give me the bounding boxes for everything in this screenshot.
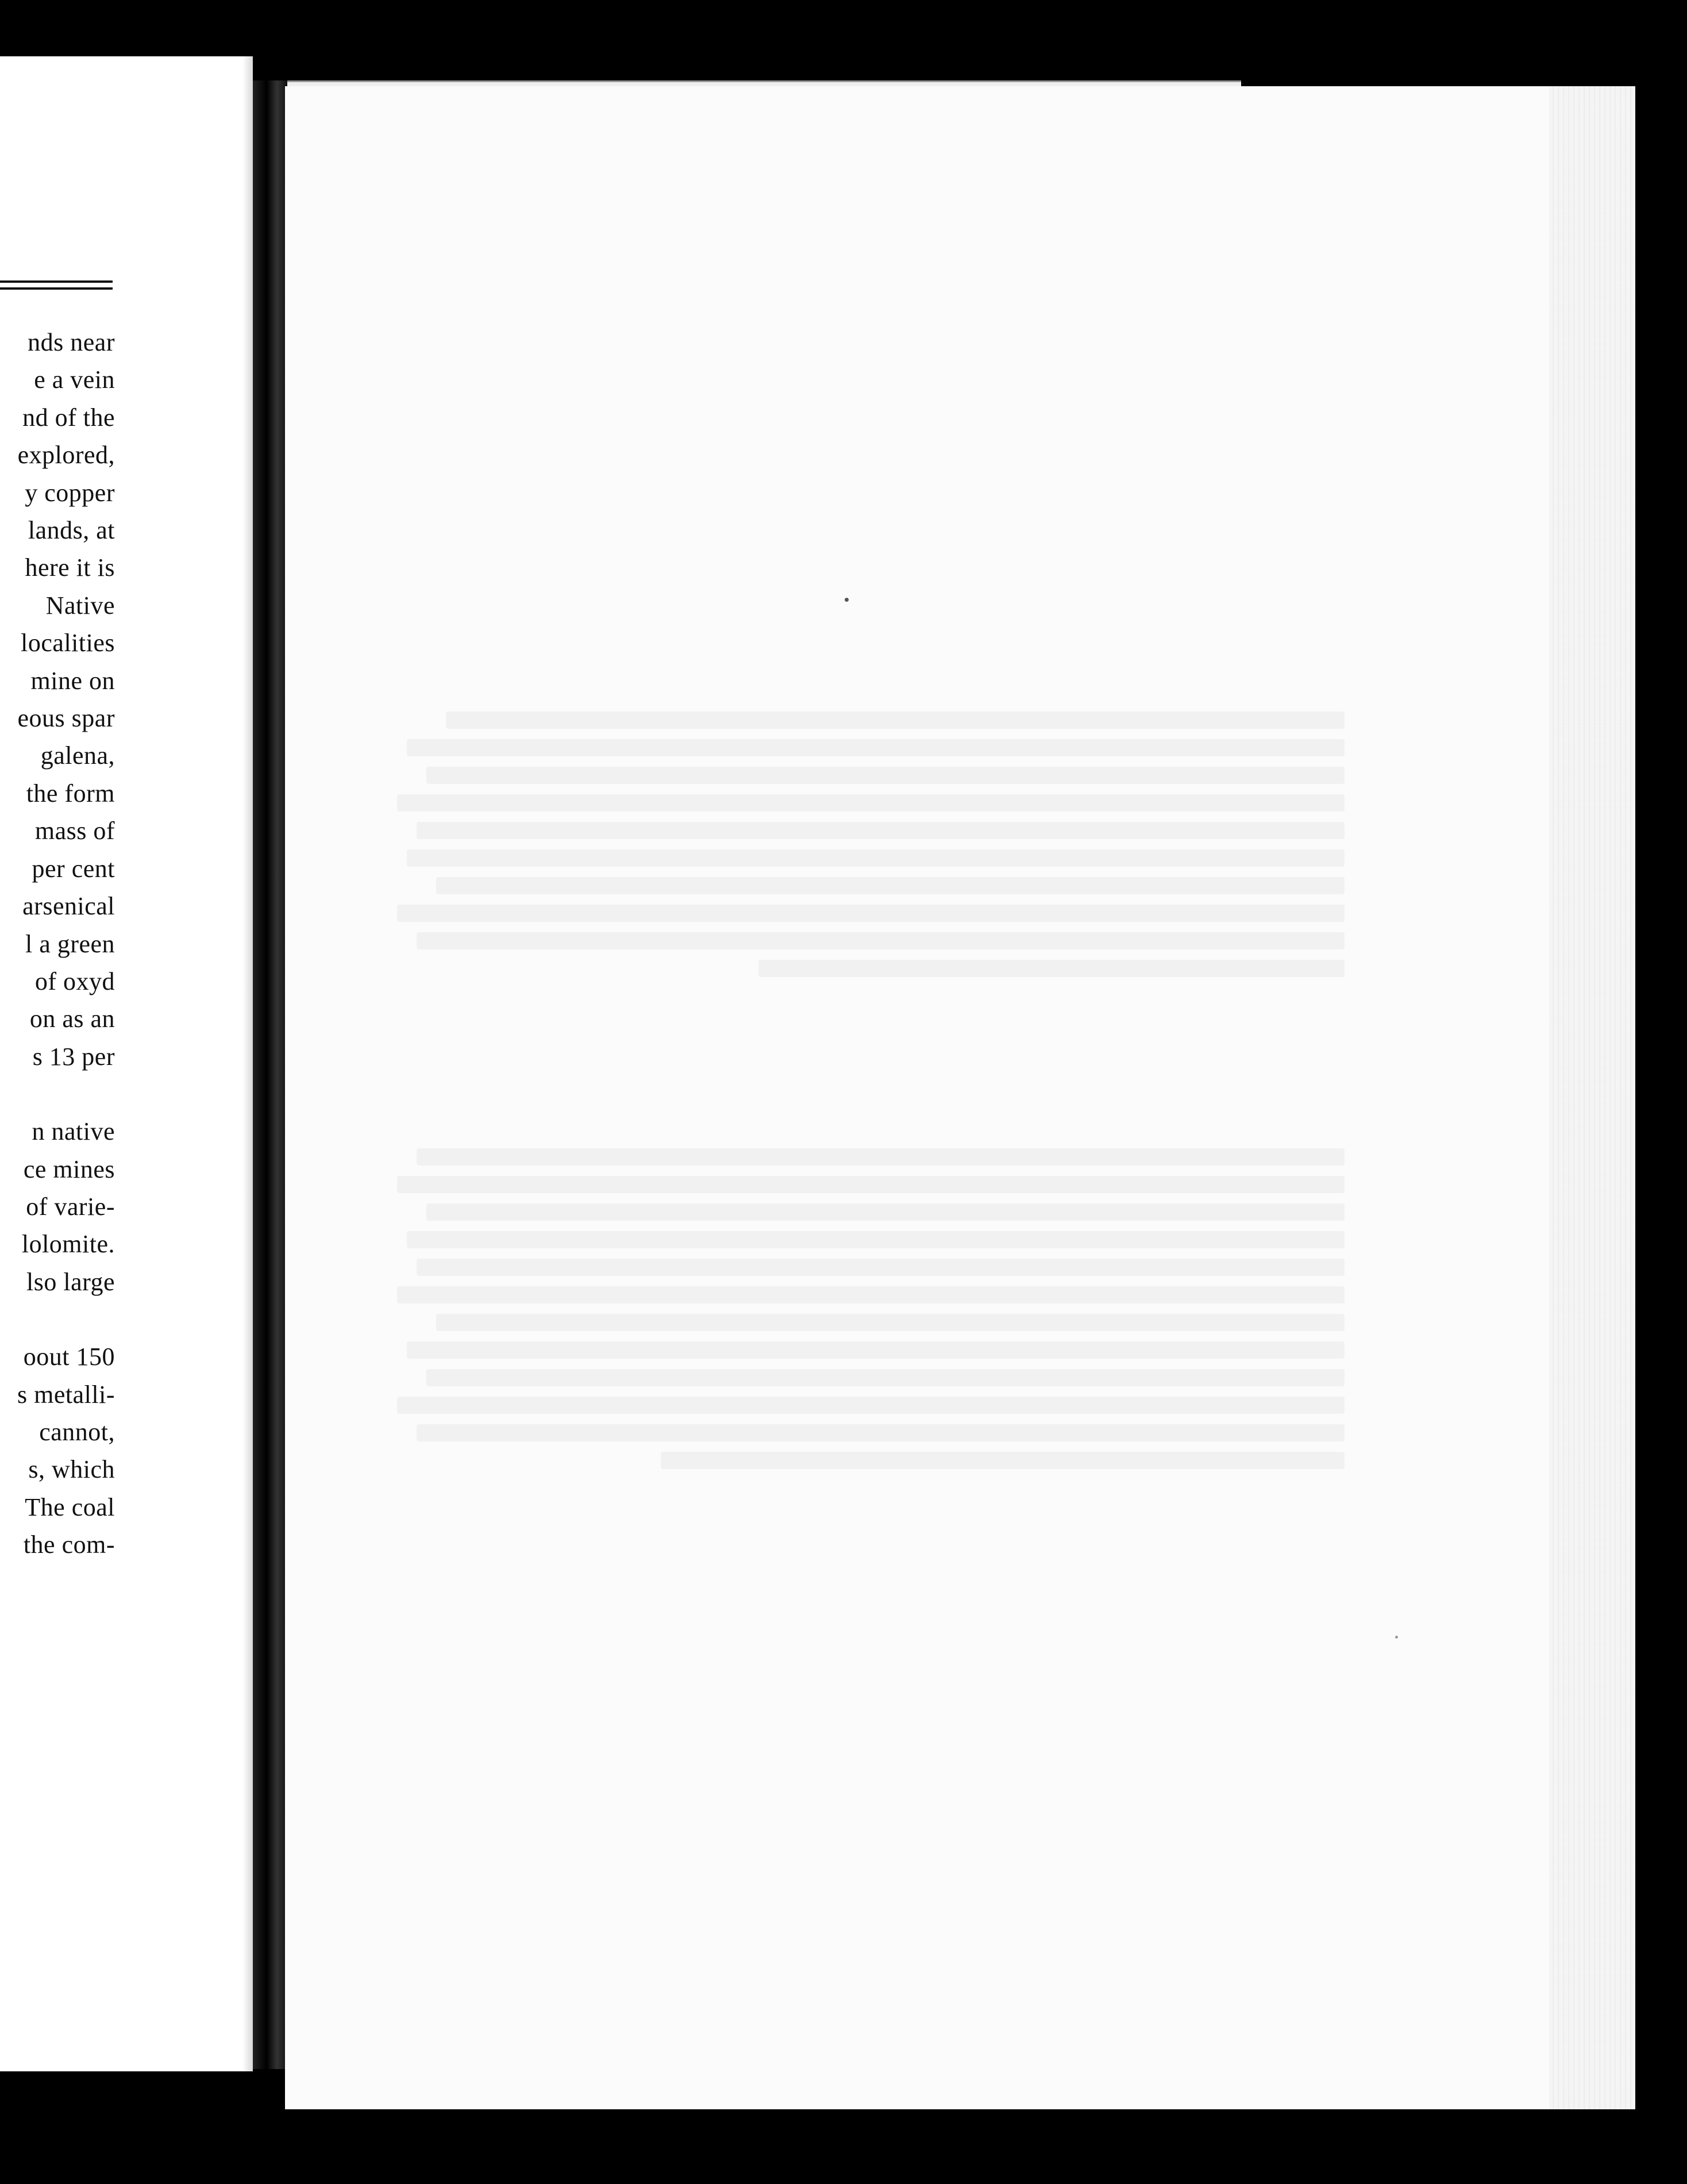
text-line: galena,: [40, 741, 115, 770]
text-line: explored,: [17, 441, 115, 470]
text-line: the form: [26, 779, 115, 808]
text-line: lolomite.: [21, 1230, 115, 1259]
bleed-through-paragraph: [368, 701, 1345, 987]
text-line: s, which: [28, 1455, 115, 1484]
scan-speck: [845, 598, 849, 602]
text-line: of varie-: [26, 1192, 115, 1221]
text-line: s metalli-: [17, 1380, 115, 1409]
scan-speck: [1395, 1636, 1398, 1639]
text-line: nds near: [28, 328, 115, 356]
text-line: per cent: [32, 854, 115, 883]
page-stack-edges: [1549, 86, 1635, 2109]
paragraph-gap: [0, 1075, 115, 1113]
paragraph-gap: [0, 1301, 115, 1338]
text-line: n native: [32, 1117, 115, 1146]
text-line: y copper: [25, 478, 115, 507]
text-line: on as an: [29, 1005, 115, 1033]
text-line: mine on: [30, 666, 115, 695]
right-page-blank: [285, 86, 1635, 2109]
text-line: the com-: [23, 1531, 115, 1559]
bleed-through-paragraph: [368, 1138, 1345, 1479]
text-line: cannot,: [39, 1417, 115, 1446]
text-line: nd of the: [22, 403, 115, 432]
page-curl-shadow: [242, 56, 253, 2071]
text-line: eous spar: [17, 704, 115, 733]
text-line: e a vein: [34, 366, 115, 394]
left-page-text: [0, 324, 115, 1564]
text-line: l a green: [25, 929, 115, 958]
text-line: arsenical: [22, 892, 115, 921]
text-line: lso large: [26, 1267, 115, 1296]
text-line: ce mines: [23, 1155, 115, 1183]
book-gutter: [253, 80, 287, 2069]
text-line: Native: [45, 591, 115, 620]
text-line: s 13 per: [32, 1042, 115, 1071]
text-line: of oxyd: [34, 967, 115, 995]
text-line: localities: [21, 629, 115, 657]
text-line: here it is: [25, 553, 115, 582]
text-line: lands, at: [28, 516, 115, 545]
text-line: oout 150: [23, 1343, 115, 1371]
double-rule: [0, 280, 113, 290]
text-line: The coal: [25, 1493, 115, 1521]
text-line: mass of: [34, 817, 115, 845]
left-page: [0, 56, 253, 2071]
